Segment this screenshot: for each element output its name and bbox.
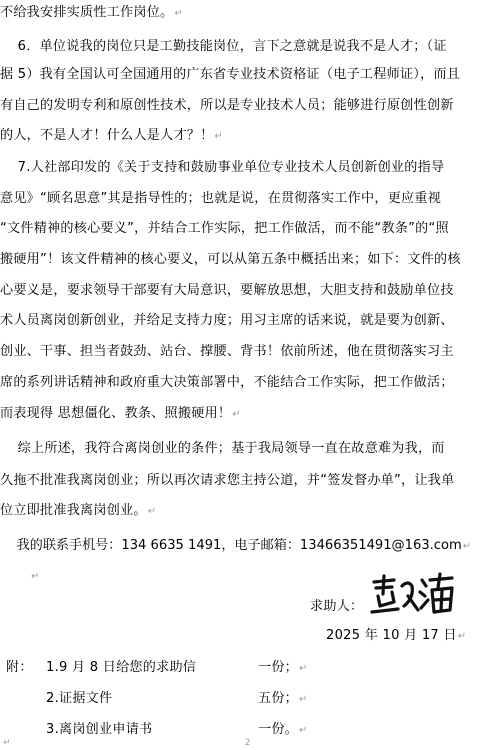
paragraph-mark: ↵: [299, 725, 308, 736]
body-line-9: 搬硬用”！该文件精神的核心要义，可以从第五条中概括出来；如下：文件的核: [0, 252, 461, 267]
body-line-11: 术人员离岗创新创业，并给足支持力度；用习主席的话来说，就是要为创新、: [0, 313, 454, 328]
paragraph-mark: ↵: [31, 571, 40, 582]
attachment-3-count: 一份。↵: [258, 722, 308, 737]
paragraph-mark: ↵: [299, 694, 308, 705]
body-line-14: 而表现得 思想僵化、教条、照搬硬用！↵: [0, 406, 241, 421]
contact-line: 我的联系手机号：134 6635 1491，电子邮箱：13466351491@163.com↵: [0, 538, 472, 553]
body-line-13: 席的系列讲话精神和政府重大决策部署中，不能结合工作实际，把工作做活；: [0, 375, 454, 390]
attachment-2-name: 2.证据文件: [46, 691, 113, 706]
paragraph-mark: ↵: [299, 663, 308, 674]
body-line-1: 不给我安排实质性工作岗位。↵: [0, 5, 184, 20]
paragraph-mark: ↵: [174, 8, 184, 19]
paragraph-mark: ↵: [3, 738, 11, 748]
body-line-2: 6．单位说我的岗位只是工勤技能岗位，言下之意就是说我不是人才；（证: [0, 39, 447, 54]
paragraph-mark: ↵: [457, 631, 467, 642]
body-line-15: 综上所述，我符合离岗创业的条件；基于我局领导一直在故意难为我，而: [0, 441, 445, 456]
body-line-17: 位立即批准我离岗创业。↵: [0, 503, 157, 518]
attachments-label: 附：: [6, 660, 33, 675]
paragraph-mark: ↵: [147, 506, 157, 517]
body-line-4: 有自己的发明专利和原创性技术，所以是专业技术人员；能够进行原创性创新: [0, 98, 454, 113]
blank-line: [30, 567, 70, 585]
body-line-5: 的人，不是人才！什么人是人才？！↵: [0, 128, 224, 143]
document-date: 2025 年 10 月 17 日↵: [326, 628, 467, 643]
paragraph-mark: ↵: [214, 131, 224, 142]
attachment-1-count: 一份；↵: [258, 660, 308, 675]
attachment-1-name: 1.9 月 8 日给您的求助信: [46, 660, 197, 675]
body-line-6: 7.人社部印发的《关于支持和鼓励事业单位专业技术人员创新创业的指导: [0, 160, 445, 175]
attachment-3-name: 3.离岗创业申请书: [46, 722, 153, 737]
page-number: 2: [244, 738, 251, 748]
body-line-16: 久拖不批准我离岗创业；所以再次请求您主持公道，并“签发督办单”，让我单: [0, 473, 455, 488]
body-line-7: 意见》“顾名思意”其是指导性的；也就是说，在贯彻落实工作中，更应重视: [0, 191, 442, 206]
attachment-2-count: 五份；↵: [258, 691, 308, 706]
body-line-8: “文件精神的核心要义”，并结合工作实际，把工作做活，而不能“教条”的“照: [0, 221, 449, 236]
signature-label: 求助人：: [310, 599, 364, 614]
body-line-3: 据 5）我有全国认可全国通用的广东省专业技术资格证（电子工程师证），而且: [0, 67, 461, 82]
handwritten-signature: [368, 572, 460, 618]
paragraph-mark: ↵: [232, 409, 241, 420]
body-line-10: 心要义是，要求领导干部要有大局意识，要解放思想，大胆支持和鼓励单位技: [0, 283, 454, 298]
paragraph-mark: ↵: [462, 541, 472, 552]
body-line-12: 创业、干事、担当者鼓劲、站台、撑腰、背书！依前所述，他在贯彻落实习主: [0, 344, 454, 359]
